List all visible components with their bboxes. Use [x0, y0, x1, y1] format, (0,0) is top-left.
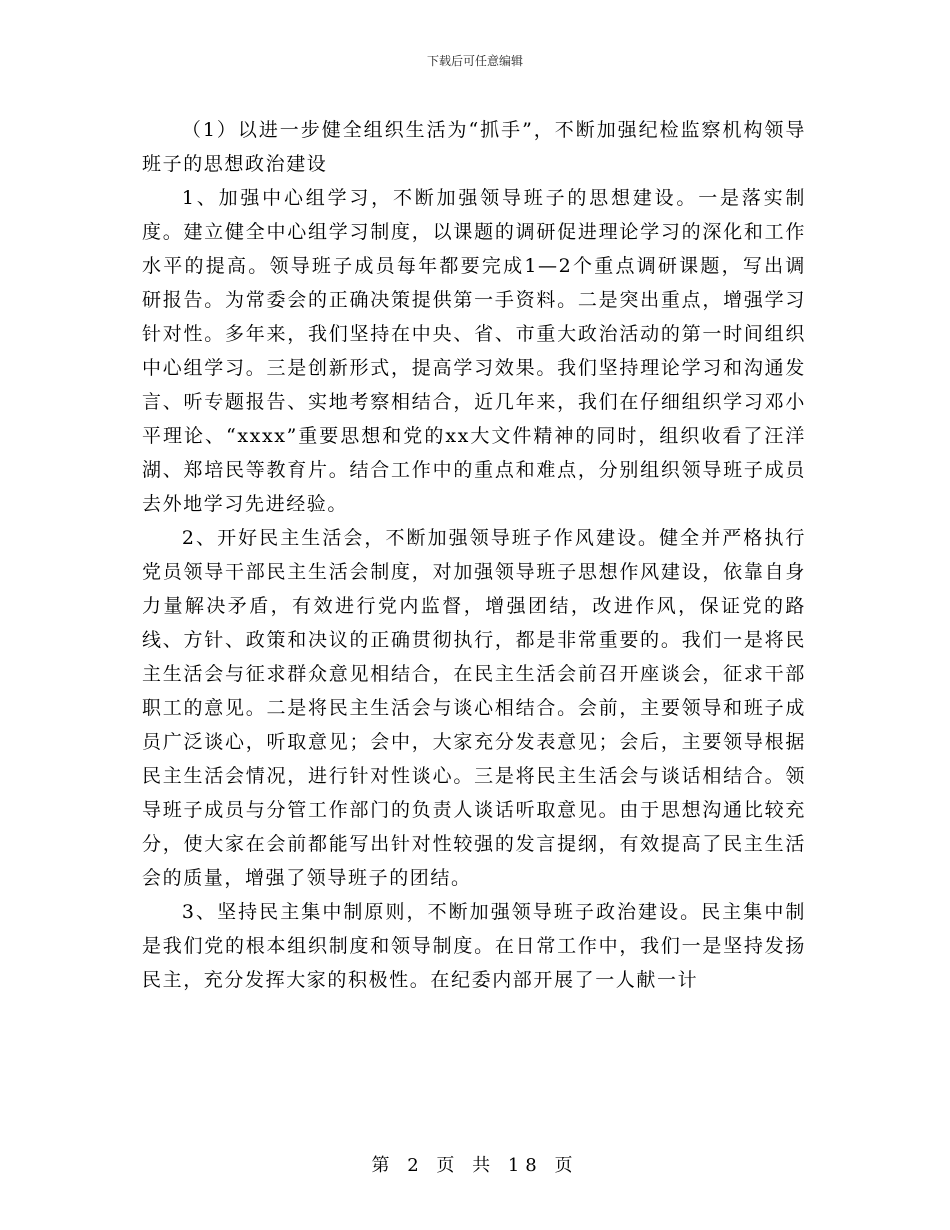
- paragraph-1: 1、加强中心组学习，不断加强领导班子的思想建设。一是落实制度。建立健全中心组学习制度，以课题的调研促进理论学习的深化和工作水平的提高。领导班子成员每年都要完成1—2个重点调研课题，写出调研报告。为常委会的正确决策提供第一手资料。二是突出重点，增强学习针对性。多年来，我们坚持在中央、省、市重大政治活动的第一时间组织中心组学习。三是创新形式，提高学习效果。我们坚持理论学习和沟通发言、听专题报告、实地考察相结合，近几年来，我们在仔细组织学习邓小平理论、“xxxx”重要思想和党的xx大文件精神的同时，组织收看了汪洋湖、郑培民等教育片。结合工作中的重点和难点，分别组织领导班子成员去外地学习先进经验。: [142, 187, 806, 515]
- paragraph-3: 3、坚持民主集中制原则，不断加强领导班子政治建设。民主集中制是我们党的根本组织制度和领导制度。在日常工作中，我们一是坚持发扬民主，充分发挥大家的积极性。在纪委内部开展了一人献一计: [142, 901, 806, 991]
- header-note: 下载后可任意编辑: [426, 54, 523, 68]
- paragraph-2: 2、开好民主生活会，不断加强领导班子作风建设。健全并严格执行党员领导干部民主生活会制度，对加强领导班子思想作风建设，依靠自身力量解决矛盾，有效进行党内监督，增强团结，改进作风，保证党的路线、方针、政策和决议的正确贯彻执行，都是非常重要的。我们一是将民主生活会与征求群众意见相结合，在民主生活会前召开座谈会，征求干部职工的意见。二是将民主生活会与谈心相结合。会前，主要领导和班子成员广泛谈心，听取意见；会中，大家充分发表意见；会后，主要领导根据民主生活会情况，进行针对性谈心。三是将民主生活会与谈话相结合。领导班子成员与分管工作部门的负责人谈话听取意见。由于思想沟通比较充分，使大家在会前都能写出针对性较强的发言提纲，有效提高了民主生活会的质量，增强了领导班子的团结。: [142, 527, 806, 889]
- section-heading: （1）以进一步健全组织生活为“抓手”，不断加强纪检监察机构领导班子的思想政治建设: [142, 119, 806, 175]
- document-body: [142, 113, 806, 997]
- page-number-footer: 第 2 页 共 18 页: [371, 1155, 579, 1176]
